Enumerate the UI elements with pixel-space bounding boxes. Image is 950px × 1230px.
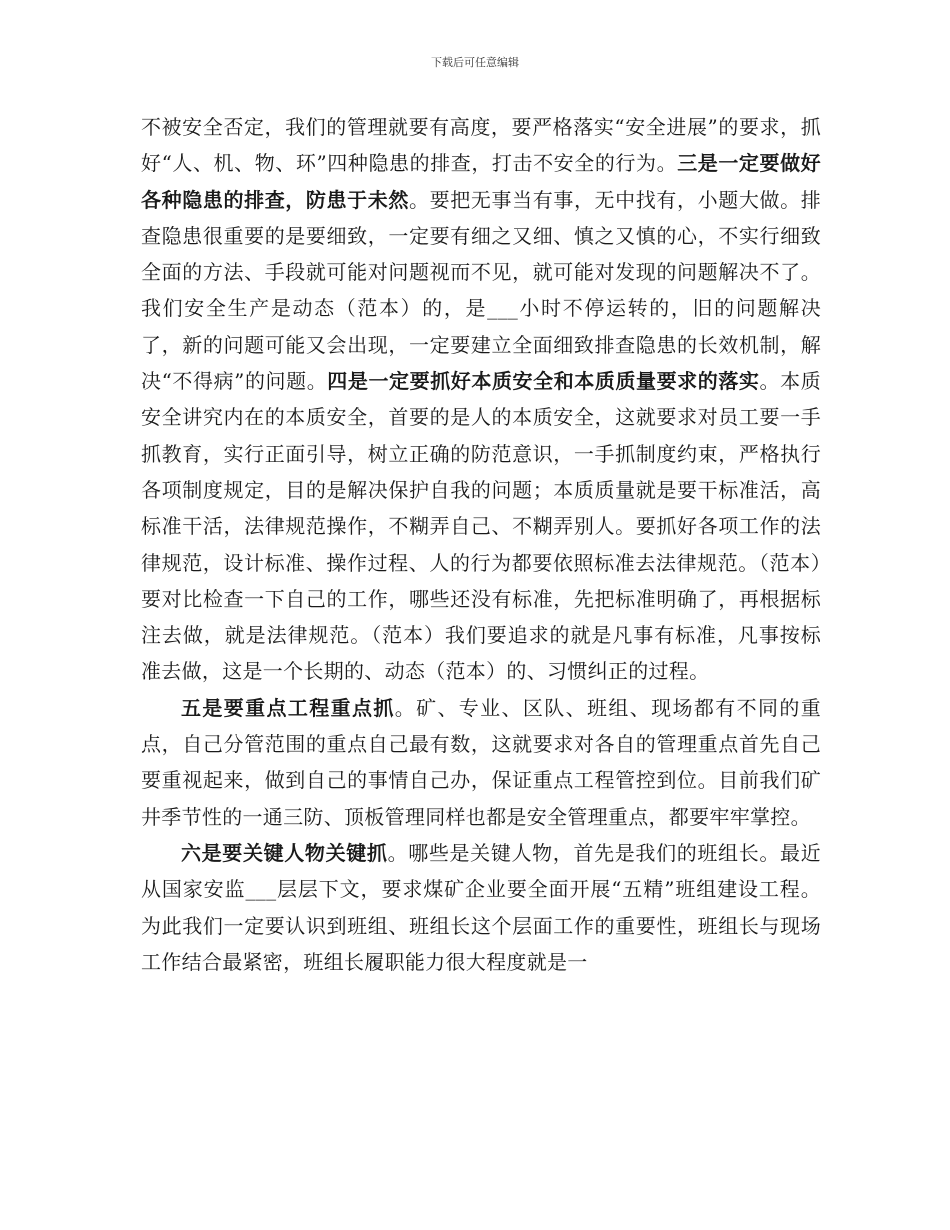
text-segment: 。哪些是关键人物，首先是我们的班组长。最近从国家安监___层层下文，要求煤矿企业要全面开展“五精”班组建设工程。为此我们一定要认识到班组、班组长这个层面工作的重要性，班组长与现场工作结合最紧密，班组长履职能力很大程度就是一 <box>141 840 821 974</box>
paragraph-2 <box>141 690 821 835</box>
heading-point-six: 六是要关键人物关键抓 <box>181 840 388 865</box>
paragraph-3 <box>141 835 821 980</box>
paragraph-1 <box>141 109 821 690</box>
heading-point-five: 五是要重点工程重点抓 <box>181 695 395 720</box>
text-segment: 。矿、专业、区队、班组、现场都有不同的重点，自己分管范围的重点自己最有数，这就要求对各自的管理重点首先自己要重视起来，做到自己的事情自己办，保证重点工程管控到位。目前我们矿井季节性的一通三防、顶板管理同样也都是安全管理重点，都要牢牢掌控。 <box>141 695 822 829</box>
text-segment: 。要把无事当有事，无中找有，小题大做。排查隐患很重要的是要细致，一定要有细之又细、慎之又慎的心，不实行细致全面的方法、手段就可能对问题视而不见，就可能对发现的问题解决不了。我们安全生产是动态（范本）的，是___小时不停运转的，旧的问题解决了，新的问题可能又会出现，一定要建立全面细致排查隐患的长效机制，解决“不得病”的问题。 <box>141 187 822 394</box>
heading-point-four: 四是一定要抓好本质安全和本质质量要求的落实 <box>327 369 760 394</box>
text-segment: 不被安全否定，我们的管理就要有高度，要严格落实“安全进展”的要求，抓好“人、机、物、环”四种隐患的排查，打击不安全的行为。 <box>141 115 821 176</box>
document-body <box>141 109 821 980</box>
page-header: 下载后可任意编辑 <box>431 56 519 69</box>
heading-point-three: 三是一定要做好各种隐患的排查，防患于未然 <box>141 151 821 212</box>
text-segment: 。本质安全讲究内在的本质安全，首要的是人的本质安全，这就要求对员工要一手抓教育，实行正面引导，树立正确的防范意识，一手抓制度约束，严格执行各项制度规定，目的是解决保护自我的问题；本质质量就是要干标准活，高标准干活，法律规范操作，不糊弄自己、不糊弄别人。要抓好各项工作的法律规范，设计标准、操作过程、人的行为都要依照标准去法律规范。（范本）要对比检查一下自己的工作，哪些还没有标准，先把标准明确了，再根据标注去做，就是法律规范。（范本）我们要追求的就是凡事有标准，凡事按标准去做，这是一个长期的、动态（范本）的、习惯纠正的过程。 <box>141 369 821 684</box>
